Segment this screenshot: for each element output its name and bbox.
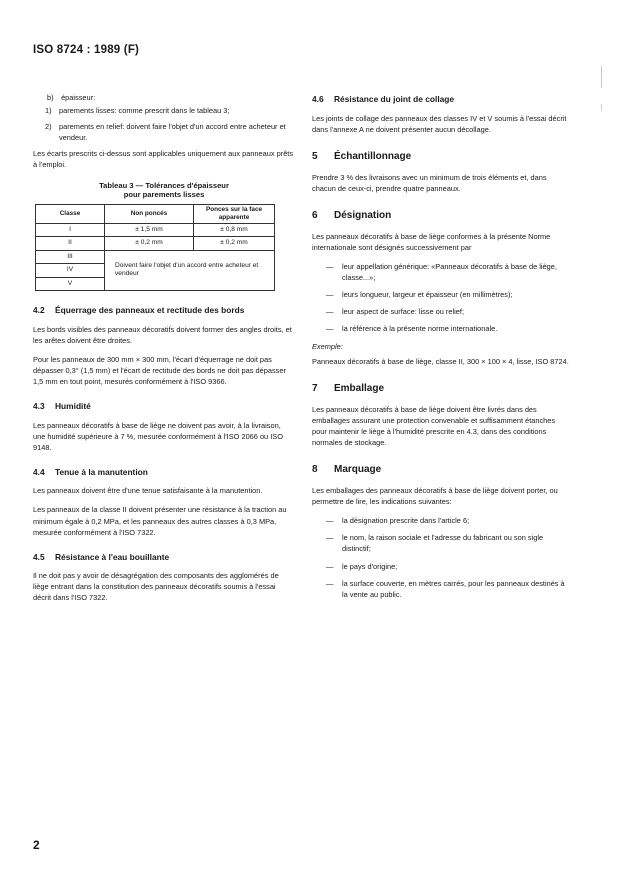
page-number: 2 [33, 838, 40, 852]
paragraph: Les joints de collage des panneaux des classes IV et V soumis à l'essai décrit dans l'annexe A ne doivent présenter aucun décollage. [312, 113, 567, 134]
table-cell: ± 0,8 mm [194, 223, 275, 237]
list-item: — la surface couverte, en mètres carrés, pour les panneaux destinés à la vente au public. [326, 578, 565, 599]
list-item: — la référence à la présente norme internationale. [326, 324, 498, 334]
table-cell: ± 0,2 mm [194, 237, 275, 251]
paragraph: Les panneaux décoratifs à base de liège conformes à la présente Norme internationale sont désignés successivement par [312, 231, 551, 252]
list-item-2: 2) parements en relief: doivent faire l'objet d'un accord entre acheteur et vendeur. [45, 122, 286, 143]
table-title: Tableau 3 — Tolérances d'épaisseur pour parements lisses [99, 180, 229, 200]
paragraph: Les panneaux de la classe II doivent présenter une résistance à la traction au minimum égale à 0,2 MPa, et les panneaux des autres classes à 0,3 MPa, mesurée conformément à l'ISO 7322. [33, 505, 287, 537]
section-heading-6: 6 Désignation [312, 209, 392, 221]
table-header-row [36, 204, 275, 223]
paragraph: Les bords visibles des panneaux décoratifs doivent former des angles droits, et les arêtes doivent être droites. [33, 324, 292, 345]
list-item-b: b) épaisseur: [47, 93, 96, 102]
section-heading-4-6: 4.6 Résistance du joint de collage [312, 94, 455, 104]
section-heading-5: 5 Échantillonnage [312, 150, 412, 162]
list-item: — le pays d'origine; [326, 561, 398, 571]
section-heading-4-2: 4.2 Équerrage des panneaux et rectitude des bords [33, 305, 245, 316]
paragraph: Les panneaux doivent être d'une tenue satisfaisante à la manutention. [33, 486, 263, 496]
list-item-1: 1) parements lisses: comme prescrit dans le tableau 3; [45, 106, 230, 116]
section-heading-4-4: 4.4 Tenue à la manutention [33, 466, 148, 477]
list-item: — leurs longueur, largeur et épaisseur (en millimètres); [326, 290, 513, 300]
section-heading-8: 8 Marquage [312, 464, 382, 476]
table-row [36, 237, 275, 251]
paragraph: Les panneaux décoratifs à base de liège ne doivent pas avoir, à la livraison, une humidité supérieure à 7 %, mesurée conformément à l'ISO 2066 ou ISO 9148. [33, 420, 283, 452]
list-item: — le nom, la raison sociale et l'adresse du fabricant ou son sigle distinctif; [326, 533, 544, 554]
table-row [36, 223, 275, 237]
paragraph: Les panneaux décoratifs à base de liège doivent être livrés dans des emballages assurant une protection convenable et suffisamment étanches pour maintenir le liège à l'humidité prescrite en 4.3, dans des conditions normales de stockage. [312, 404, 556, 447]
section-heading-4-5: 4.5 Résistance à l'eau bouillante [33, 551, 170, 562]
paragraph-ecarts: Les écarts prescrits ci-dessus sont applicables uniquement aux panneaux prêts à l'emploi. [33, 149, 294, 170]
table-cell-merged: Doivent faire l'objet d'un accord entre acheteur et vendeur [105, 250, 275, 291]
tolerance-table [35, 204, 275, 292]
paragraph: Prendre 3 % des livraisons avec un minimum de trois éléments et, dans chacun de ceux-ci, prendre quatre panneaux. [312, 172, 547, 193]
table-row [36, 250, 275, 264]
paragraph: Il ne doit pas y avoir de désagrégation des composants des agglomérés de liège entrant dans la constitution des panneaux décoratifs soumis à l'essai décrit dans l'ISO 7322. [33, 571, 279, 603]
paragraph: Les emballages des panneaux décoratifs à base de liège doivent porter, ou permettre de lire, les indications suivantes: [312, 486, 558, 507]
table-header-cell: Non poncés [105, 204, 194, 223]
table-cell: ± 1,5 mm [105, 223, 194, 237]
document-header: ISO 8724 : 1989 (F) [33, 44, 140, 56]
example-text: Panneaux décoratifs à base de liège, classe II, 300 × 100 × 4, lisse, ISO 8724. [312, 356, 569, 366]
table-cell: IV [36, 264, 105, 278]
right-column [312, 92, 570, 606]
example-label: Exemple: [312, 341, 343, 351]
list-item: — leur appellation générique: «Panneaux décoratifs à base de liège, classe...»; [326, 262, 557, 283]
scan-edge-mark [601, 104, 602, 111]
left-column [33, 92, 295, 611]
table-cell: II [36, 237, 105, 251]
list-item: — leur aspect de surface: lisse ou relief; [326, 307, 465, 317]
list-item: — la désignation prescrite dans l'article 6; [326, 516, 470, 526]
table-cell: V [36, 277, 105, 291]
table-header-cell: Classe [36, 204, 105, 223]
table-header-cell: Ponces sur la face apparente [194, 204, 275, 223]
section-heading-4-3: 4.3 Humidité [33, 401, 91, 412]
section-heading-7: 7 Emballage [312, 382, 385, 394]
table-cell: III [36, 250, 105, 264]
scan-edge-mark [601, 66, 602, 88]
table-cell: ± 0,2 mm [105, 237, 194, 251]
table-cell: I [36, 223, 105, 237]
paragraph: Pour les panneaux de 300 mm × 300 mm, l'écart d'équerrage ne doit pas dépasser 0,3° (1,5 mm) et l'écart de rectitude des bords ne doit pas dépasser 1,5 mm en tout point, mesurés conformément à l'ISO 9366. [33, 354, 286, 386]
